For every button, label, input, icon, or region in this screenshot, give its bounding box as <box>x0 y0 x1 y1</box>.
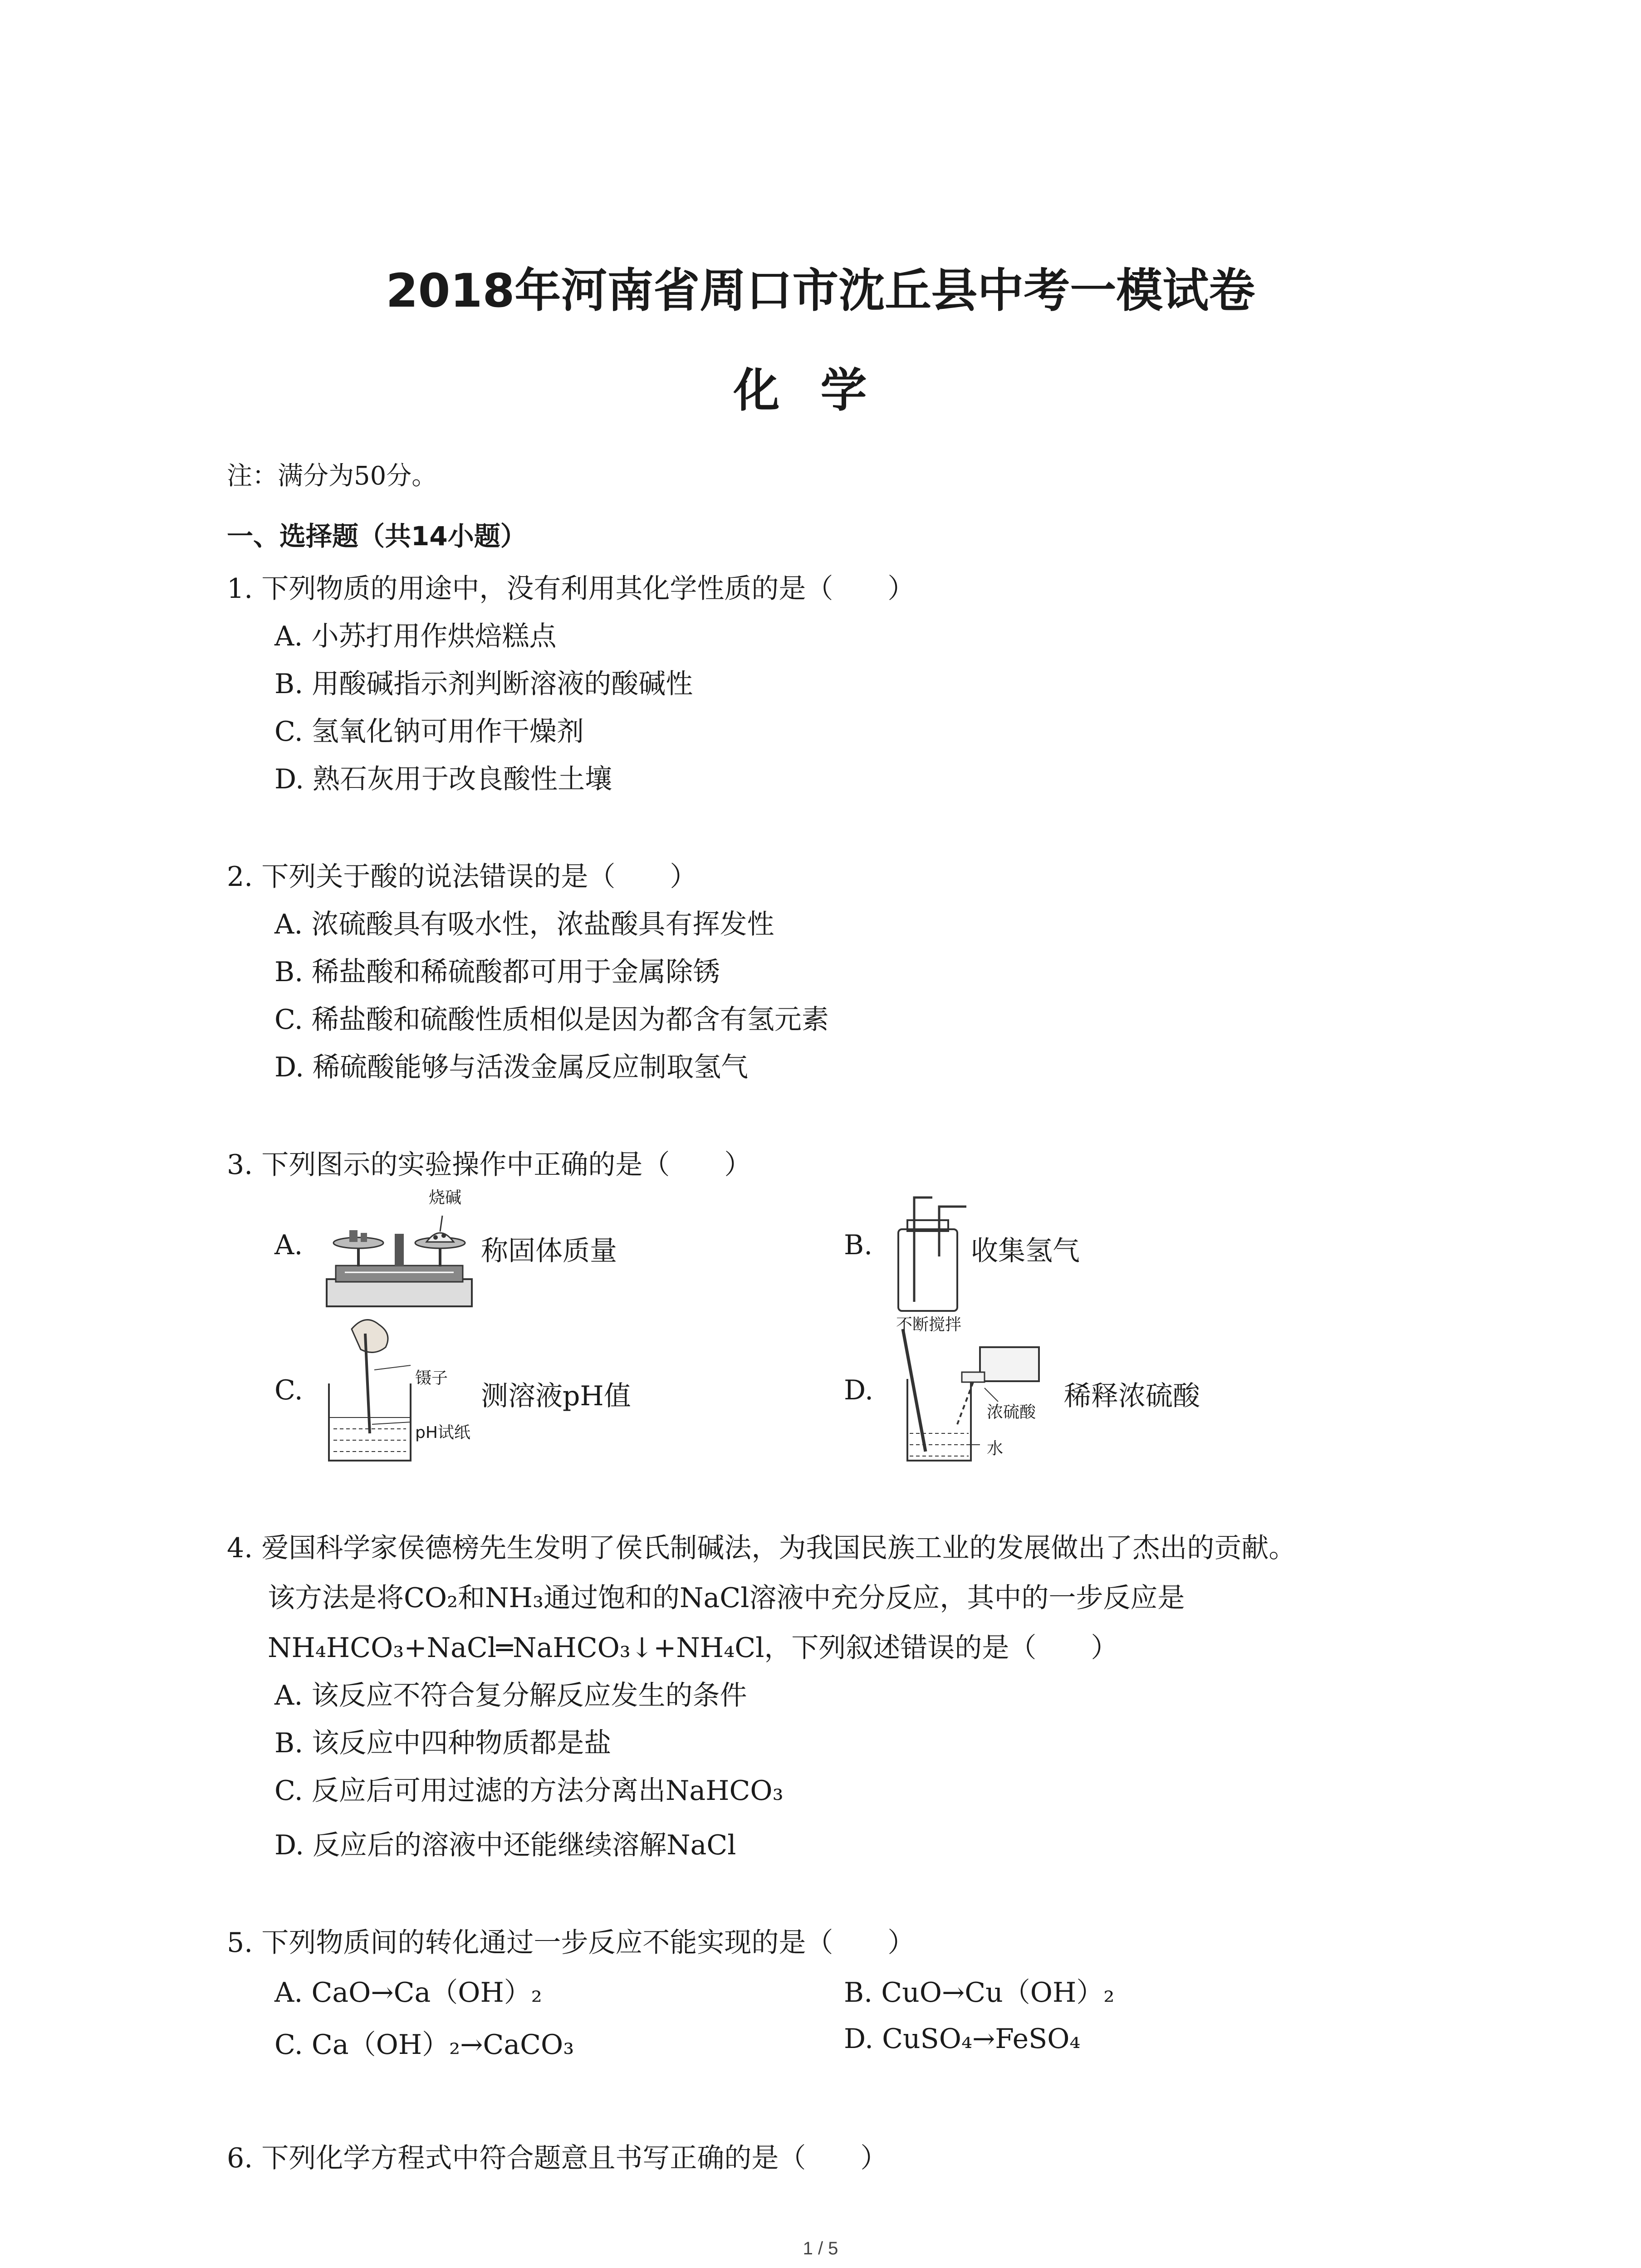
question-3-option-c-letter: C. <box>274 1374 303 1406</box>
question-3-option-b-letter: B. <box>844 1229 873 1261</box>
question-3-option-b-text: 收集氢气 <box>971 1235 1080 1267</box>
ph-test-illustration <box>324 1315 424 1465</box>
question-2-stem: 2. 下列关于酸的说法错误的是（ ） <box>227 861 697 893</box>
question-4-line-1: 4. 爱国科学家侯德榜先生发明了侯氏制碱法，为我国民族工业的发展做出了杰出的贡献。 <box>227 1532 1296 1564</box>
question-4-option-a: A. 该反应不符合复分解反应发生的条件 <box>274 1680 747 1711</box>
question-3-option-c-text: 测溶液pH值 <box>481 1380 631 1412</box>
question-3-d-label-water: 水 <box>987 1439 1004 1458</box>
dilution-illustration <box>889 1315 1062 1465</box>
question-3-option-d-text: 稀释浓硫酸 <box>1064 1380 1200 1412</box>
question-4-option-c: C. 反应后可用过滤的方法分离出NaHCO₃ <box>274 1775 784 1807</box>
question-5-stem: 5. 下列物质间的转化通过一步反应不能实现的是（ ） <box>227 1927 915 1959</box>
question-6-stem: 6. 下列化学方程式中符合题意且书写正确的是（ ） <box>227 2142 888 2174</box>
question-4-option-d: D. 反应后的溶液中还能继续溶解NaCl <box>274 1829 736 1861</box>
question-5-option-d: D. CuSO₄→FeSO₄ <box>844 2023 1081 2055</box>
subject-title: 化学 <box>733 364 908 418</box>
question-3-c-label-tweezers: 镊子 <box>415 1369 448 1388</box>
question-2-option-c: C. 稀盐酸和硫酸性质相似是因为都含有氢元素 <box>274 1004 829 1036</box>
question-4-line-2: 该方法是将CO₂和NH₃通过饱和的NaCl溶液中充分反应，其中的一步反应是 <box>268 1582 1185 1614</box>
question-3-option-a-letter: A. <box>274 1229 303 1261</box>
question-3-d-label-acid: 浓硫酸 <box>987 1403 1036 1422</box>
question-4-line-3: NH₄HCO₃+NaCl═NaHCO₃↓+NH₄Cl，下列叙述错误的是（ ） <box>268 1632 1118 1664</box>
question-5-option-a: A. CaO→Ca（OH）₂ <box>274 1977 542 2009</box>
question-1-stem: 1. 下列物质的用途中，没有利用其化学性质的是（ ） <box>227 573 915 605</box>
question-1-option-a: A. 小苏打用作烘焙糕点 <box>274 621 557 652</box>
question-5-option-c: C. Ca（OH）₂→CaCO₃ <box>274 2029 574 2061</box>
question-2-option-a: A. 浓硫酸具有吸水性，浓盐酸具有挥发性 <box>274 909 774 940</box>
question-1-option-d: D. 熟石灰用于改良酸性土壤 <box>274 763 612 795</box>
question-2-option-d: D. 稀硫酸能够与活泼金属反应制取氢气 <box>274 1051 749 1083</box>
question-4-option-b: B. 该反应中四种物质都是盐 <box>274 1727 612 1759</box>
question-3-a-label-caustic-soda: 烧碱 <box>429 1188 462 1207</box>
question-3-option-a-text: 称固体质量 <box>481 1235 617 1267</box>
question-3-d-label-stir: 不断搅拌 <box>896 1315 962 1334</box>
page-title: 2018年河南省周口市沈丘县中考一模试卷 <box>386 264 1255 318</box>
score-note: 注：满分为50分。 <box>227 461 437 491</box>
question-5-option-b: B. CuO→Cu（OH）₂ <box>844 1977 1115 2009</box>
gas-bottle-illustration <box>889 1188 971 1315</box>
section-heading: 一、选择题（共14小题） <box>227 521 527 552</box>
question-1-option-c: C. 氢氧化钠可用作干燥剂 <box>274 716 584 748</box>
question-1-option-b: B. 用酸碱指示剂判断溶液的酸碱性 <box>274 668 693 700</box>
question-3-option-d-letter: D. <box>844 1374 874 1406</box>
question-3-c-label-ph-paper: pH试纸 <box>415 1423 470 1442</box>
question-2-option-b: B. 稀盐酸和稀硫酸都可用于金属除锈 <box>274 956 720 988</box>
page-number: 1 / 5 <box>803 2239 838 2258</box>
question-3-stem: 3. 下列图示的实验操作中正确的是（ ） <box>227 1149 752 1181</box>
